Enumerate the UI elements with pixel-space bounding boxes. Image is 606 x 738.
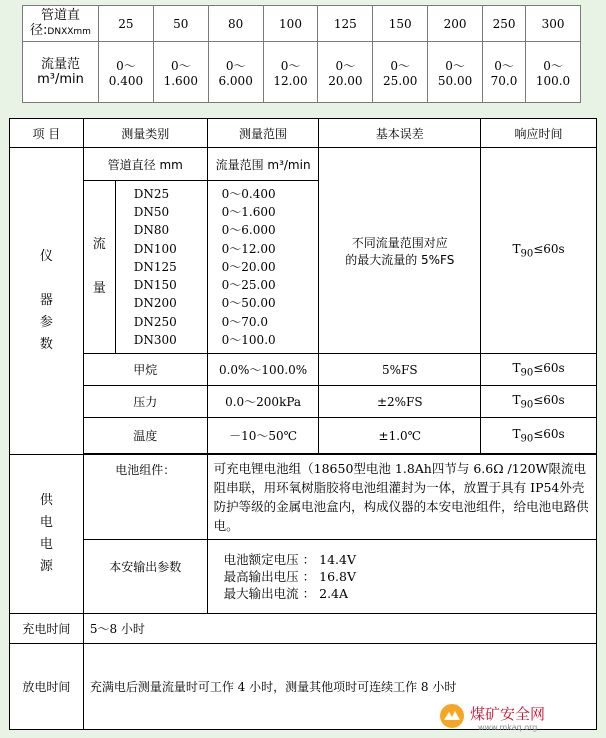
flow-error: 不同流量范围对应 的最大流量的 5%FS [319,148,481,354]
pipe-diameter-header: 管道直径 mm [83,148,207,181]
flow-range-table [22,5,581,103]
temperature-response: $T_{90}\le 60s$ [481,418,597,454]
range-item: 0～6.000 [221,223,276,238]
temperature-error: ±1.0℃ [319,418,481,454]
flow-cell: 0～ 12.00 [263,42,318,103]
instrument-label: 仪 器 参 数 [10,148,84,455]
flow-range-header: 流量范围 m³/min [207,148,319,181]
range-list [207,181,319,354]
diameter-cell: 250 [483,6,526,42]
range-item: 0～100.0 [221,332,276,347]
range-item: 0～25.00 [221,278,276,293]
diameter-cell: 80 [208,6,263,42]
charge-value: 5～8 小时 [83,614,596,644]
output-params [207,540,596,614]
watermark-brand: 煤矿安全网 [470,705,546,723]
pressure-error: ±2%FS [319,386,481,418]
flow-label: 流 量 [83,181,115,354]
dn-item: DN300 [133,332,177,347]
flow-cell: 0～ 100.0 [526,42,581,103]
diameter-cell: 125 [318,6,373,42]
header-response: 响应时间 [481,119,597,148]
temperature-range: －10～50℃ [207,418,319,454]
dn-item: DN100 [133,241,177,256]
methane-response: $T_{90}\le 60s$ [481,354,597,386]
range-item: 0～50.00 [221,296,276,311]
diameter-header: 管道直 径:DNXXmm [23,6,99,42]
charge-label: 充电时间 [10,614,84,644]
flow-cell: 0～ 6.000 [208,42,263,103]
diameter-cell: 25 [99,6,154,42]
flow-cell: 0～ 50.00 [428,42,483,103]
range-item: 0～1.600 [221,205,276,220]
dn-item: DN25 [133,187,170,202]
flow-cell: 0～ 25.00 [373,42,428,103]
pressure-range: 0.0～200kPa [207,386,319,418]
flow-cell: 0～ 20.00 [318,42,373,103]
header-item: 项 目 [10,119,84,148]
discharge-value: 充满电后测量流量时可工作 4 小时，测量其他项时可连续工作 8 小时 [83,644,596,730]
range-item: 0～70.0 [221,314,269,329]
logo-icon [440,704,464,728]
dn-item: DN250 [133,314,177,329]
flow-cell: 0～ 0.400 [99,42,154,103]
pressure-response: $T_{90}\le 60s$ [481,386,597,418]
methane-range: 0.0%～100.0% [207,354,319,386]
temperature-label: 温度 [83,418,207,454]
output-label: 本安输出参数 [83,540,207,614]
diameter-cell: 150 [373,6,428,42]
diameter-cell: 50 [153,6,208,42]
dn-item: DN200 [133,296,177,311]
watermark-url: www.mkaq.org [478,723,538,732]
diameter-cell: 300 [526,6,581,42]
methane-error: 5%FS [319,354,481,386]
discharge-label: 放电时间 [10,644,84,730]
range-item: 0～20.00 [221,259,276,274]
range-item: 0～0.400 [221,187,276,202]
flow-cell: 0～ 70.0 [483,42,526,103]
dn-item: DN125 [133,259,177,274]
dn-list [115,181,207,354]
dn-item: DN80 [133,223,170,238]
flow-response: $T_{90}\le 60s$ [481,148,597,354]
header-range: 测量范围 [207,119,319,148]
power-label: 供 电 电 源 [10,455,84,614]
pressure-label: 压力 [83,386,207,418]
range-item: 0～12.00 [221,241,276,256]
dn-item: DN50 [133,205,170,220]
site-watermark [438,702,596,732]
output-line: 电池额定电压 ： 14.4V [223,552,356,567]
flow-range-header: 流量范 m³/min [23,42,99,103]
battery-text: 可充电锂电池组（18650型电池 1.8Ah四节与 6.6Ω /120W限流电阻串联，用环氧树脂胶将电池组灌封为一体，放置于具有 IP54外壳防护等级的金属电池盒内，构成仪器的本安电池组件，给电池电路供电。 [207,455,596,540]
diameter-cell: 100 [263,6,318,42]
flow-cell: 0～ 1.600 [153,42,208,103]
output-line: 最高输出电压 ： 16.8V [223,569,356,584]
spec-table [9,118,597,730]
header-error: 基本误差 [319,119,481,148]
battery-label: 电池组件： [83,455,207,540]
dn-item: DN150 [133,278,177,293]
output-line: 最大输出电流 ： 2.4A [223,586,349,601]
diameter-cell: 200 [428,6,483,42]
methane-label: 甲烷 [83,354,207,386]
header-type: 测量类别 [83,119,207,148]
